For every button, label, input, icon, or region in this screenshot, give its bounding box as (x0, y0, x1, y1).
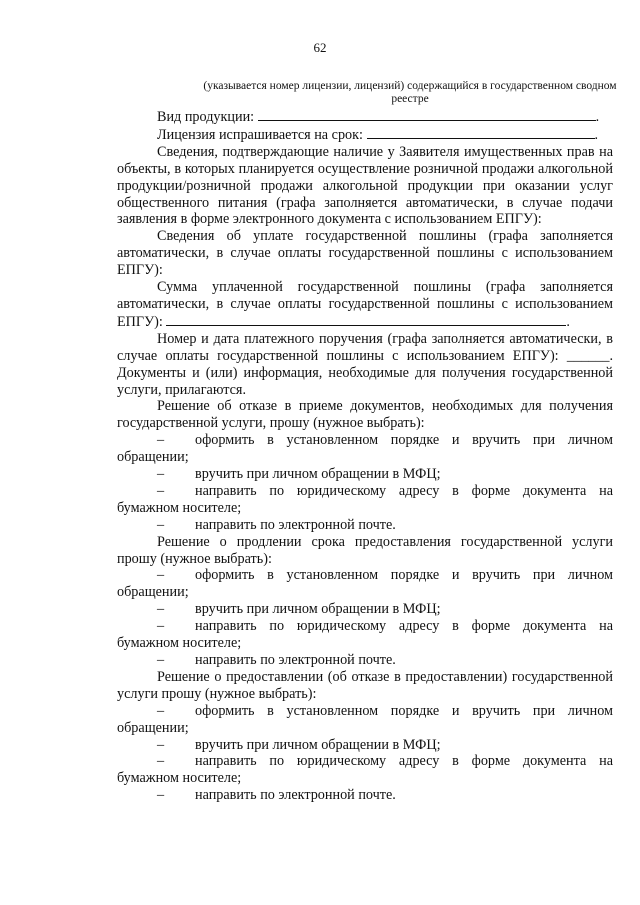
extension-intro-paragraph: Решение о продлении срока предоставления государственной услуги прошу (нужное выбрать): (117, 533, 613, 567)
option-text: направить по электронной почте. (195, 652, 396, 668)
refusal-intro-paragraph: Решение об отказе в приеме документов, необходимых для получения государственной услуги, прошу (нужное выбрать): (117, 398, 613, 432)
refusal-option-mfc (117, 466, 613, 483)
option-text: вручить при личном обращении в МФЦ; (195, 601, 441, 618)
page-number: 62 (313, 40, 327, 55)
product-type-dot: . (595, 109, 600, 125)
extension-option-in-person (117, 567, 613, 601)
option-text: направить по юридическому адресу в форме документа на бумажном носителе; (117, 482, 613, 516)
dash-mark: – (157, 702, 165, 719)
provision-option-legal-address (117, 753, 613, 787)
dash-mark: – (157, 482, 165, 499)
option-text: направить по электронной почте. (195, 516, 396, 533)
license-term-dot: . (594, 126, 599, 143)
option-text: направить по юридическому адресу в форме документа на бумажном носителе; (117, 618, 613, 652)
option-text: оформить в установленном порядке и вручить при личном обращении; (117, 702, 613, 736)
dash-mark: – (157, 736, 165, 753)
duty-amount-text: Сумма уплаченной государственной пошлины (графа заполняется автоматически, в случае оплаты государственной пошлины с использованием ЕПГУ): (117, 279, 613, 330)
provision-option-mfc (117, 737, 613, 754)
document-body (117, 108, 613, 804)
property-rights-paragraph: Сведения, подтверждающие наличие у Заявителя имущественных прав на объекты, в которых планируется осуществление розничной продажи алкогольной продукции/розничной продажи алкогольной продукции при оказании услуг общественного питания (графа заполняется автоматически, в случае подачи заявления в форме электронного документа с использованием ЕПГУ): (117, 143, 613, 228)
payment-order-text-b: . Документы и (или) информация, необходимые для получения государственной услуги, прилагаются. (117, 347, 613, 398)
provision-option-in-person (117, 703, 613, 737)
payment-order-paragraph (117, 331, 613, 399)
dash-mark: – (157, 466, 165, 483)
duty-info-paragraph: Сведения об уплате государственной пошлины (графа заполняется автоматически, в случае оплаты государственной пошлины с использованием ЕПГУ): (117, 228, 613, 279)
duty-amount-paragraph (117, 279, 613, 331)
option-text: направить по электронной почте. (195, 787, 396, 804)
dash-mark: – (157, 567, 165, 584)
dash-mark: – (157, 652, 165, 668)
product-type-label: Вид продукции: (157, 109, 255, 125)
duty-amount-dot: . (566, 313, 570, 330)
option-text: направить по юридическому адресу в форме документа на бумажном носителе; (117, 753, 613, 787)
product-type-line (157, 108, 613, 126)
license-note: (указывается номер лицензии, лицензий) содержащийся в государственном сводном реестре (203, 80, 617, 105)
dash-mark: – (157, 601, 165, 618)
duty-amount-blank (166, 313, 566, 326)
dash-mark: – (157, 753, 165, 770)
refusal-option-email (117, 517, 613, 534)
extension-option-email (117, 652, 613, 669)
dash-mark: – (157, 432, 165, 449)
dash-mark: – (157, 516, 165, 533)
license-term-label: Лицензия испрашивается на срок: (157, 126, 363, 143)
product-type-blank (258, 108, 596, 121)
dash-mark: – (157, 787, 165, 804)
provision-intro-paragraph: Решение о предоставлении (об отказе в предоставлении) государственной услуги прошу (нужное выбрать): (117, 668, 613, 702)
license-term-line (157, 126, 613, 144)
option-text: вручить при личном обращении в МФЦ; (195, 736, 441, 753)
option-text: оформить в установленном порядке и вручить при личном обращении; (117, 432, 613, 466)
provision-option-email (117, 787, 613, 804)
payment-order-blank: ______ (566, 347, 610, 364)
extension-option-legal-address (117, 618, 613, 652)
option-text: вручить при личном обращении в МФЦ; (195, 466, 441, 483)
refusal-option-legal-address (117, 483, 613, 517)
license-term-blank (367, 126, 595, 139)
dash-mark: – (157, 618, 165, 635)
refusal-option-in-person (117, 432, 613, 466)
extension-option-mfc (117, 601, 613, 618)
payment-order-text-a: Номер и дата платежного поручения (графа заполняется автоматически, в случае оплаты государственной пошлины с использованием ЕПГУ): (117, 330, 613, 364)
option-text: оформить в установленном порядке и вручить при личном обращении; (117, 567, 613, 601)
